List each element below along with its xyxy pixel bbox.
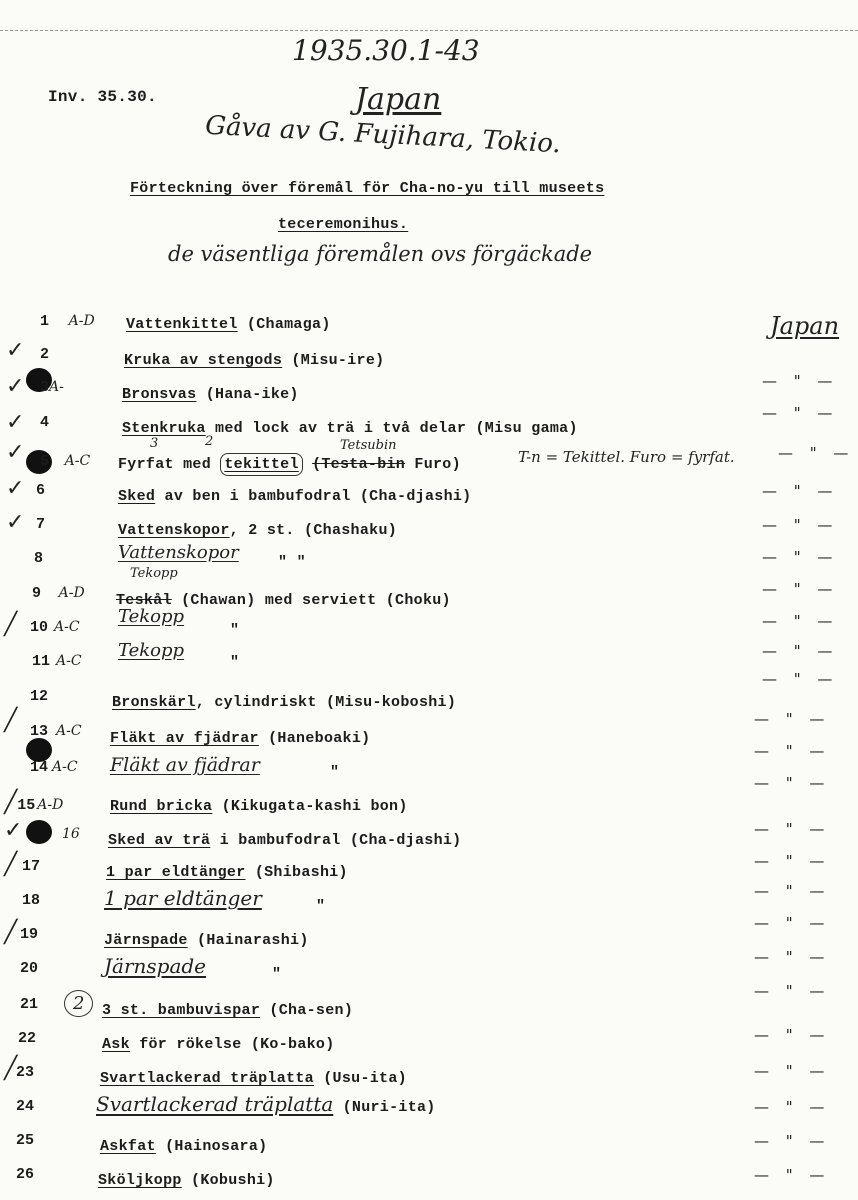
item-description-handwritten: Tekopp: [118, 640, 185, 661]
item-description: Bronsvas (Hana-ike): [122, 386, 299, 403]
checkmark-icon: ╱: [4, 1056, 18, 1081]
item-number: 25: [16, 1132, 35, 1149]
item-description: Askfat (Hainosara): [100, 1138, 268, 1155]
list-item: [40, 312, 95, 330]
item-number: 6: [36, 482, 46, 499]
item-number: 24: [16, 1098, 35, 1115]
checkmark-icon: ✓: [6, 338, 25, 363]
item-description-handwritten: Vattenskopor: [118, 542, 239, 563]
item-description: 1 par eldtänger (Shibashi): [106, 864, 348, 881]
ditto-mark: — " —: [754, 1166, 831, 1184]
checkmark-icon: ✓: [6, 510, 25, 535]
item-number: 26: [16, 1166, 35, 1183]
ditto-mark: — " —: [754, 774, 831, 792]
annotation-above: 2: [205, 434, 214, 449]
checkmark-icon: ✓: [6, 374, 25, 399]
checkmark-icon: ╱: [4, 790, 18, 815]
ditto-mark: — " —: [762, 372, 839, 390]
subtitle-note: de väsentliga föremålen ovs förgäckade: [168, 242, 593, 266]
list-item: 3A-: [40, 379, 64, 396]
ditto-mark: — " —: [762, 642, 839, 660]
item-description-handwritten: Fläkt av fjädrar: [110, 754, 260, 776]
item-description: Rund bricka (Kikugata-kashi bon): [110, 798, 408, 815]
item-number: 23: [16, 1064, 35, 1081]
item-number: 20: [20, 960, 39, 977]
item-number: 8: [34, 550, 44, 567]
item-number: 17: [22, 858, 41, 875]
ditto-mark: — " —: [754, 820, 831, 838]
item-description: Bronskärl, cylindriskt (Misu-koboshi): [112, 694, 457, 711]
inventory-label: Inv. 35.30.: [48, 88, 157, 106]
margin-region-note: Japan: [770, 312, 840, 340]
item-number: 12: [30, 688, 49, 705]
ditto-mark: — " —: [762, 670, 839, 688]
accession-number: 1935.30.1-43: [292, 34, 480, 67]
checkmark-icon: ╱: [4, 920, 18, 945]
item-description: Kruka av stengods (Misu-ire): [124, 352, 385, 369]
item-number: 4: [40, 414, 50, 431]
item-number: 18: [22, 892, 41, 909]
ditto-mark: — " —: [754, 882, 831, 900]
item-description: Teskål (Chawan) med serviett (Choku): [116, 592, 451, 609]
checkmark-icon: ╱: [4, 852, 18, 877]
item-number: 1: [40, 313, 50, 330]
ditto: " ": [278, 554, 306, 571]
list-item: 9 A-D: [32, 585, 85, 602]
item-description: Vattenkittel (Chamaga): [126, 316, 331, 333]
item-description: Svartlackerad träplatta (Nuri-ita): [96, 1092, 436, 1116]
list-item: 13 A-C: [30, 723, 82, 740]
ditto-mark: — " —: [762, 404, 839, 422]
item-number: 19: [20, 926, 39, 943]
item-number: 22: [18, 1030, 37, 1047]
list-item: 14 A-C: [30, 759, 78, 776]
ditto-mark: — " —: [754, 742, 831, 760]
item-description-handwritten: Järnspade: [104, 954, 207, 978]
item-description: Sked av trä i bambufodral (Cha-djashi): [108, 832, 462, 849]
ditto-mark: — " —: [754, 852, 831, 870]
annotation-above: 3: [150, 436, 159, 451]
ditto-mark: — " —: [754, 1098, 831, 1116]
ditto-mark: — " —: [762, 612, 839, 630]
item-description-handwritten: 1 par eldtänger: [104, 886, 262, 910]
item-number: 2: [40, 346, 50, 363]
annotation-above: Tetsubin: [340, 438, 397, 453]
ditto: ": [316, 898, 326, 915]
ditto-mark: — " —: [754, 1132, 831, 1150]
annotation-above: Tekopp: [130, 566, 178, 581]
item-description: Vattenskopor, 2 st. (Chashaku): [118, 522, 398, 539]
item-description: Sked av ben i bambufodral (Cha-djashi): [118, 488, 472, 505]
checkmark-icon: ╱: [4, 612, 18, 637]
ditto-mark: — " —: [754, 1062, 831, 1080]
ditto-mark: — " —: [754, 710, 831, 728]
list-title-line1: Förteckning över föremål för Cha-no-yu till museets: [130, 180, 605, 197]
item-description: Järnspade (Hainarashi): [104, 932, 309, 949]
list-item: 5 A-C: [40, 453, 91, 470]
item-description: Fläkt av fjädrar (Haneboaki): [110, 730, 371, 747]
ditto-mark: — " —: [762, 482, 839, 500]
ditto: ": [230, 654, 240, 671]
donor-note: Gåva av G. Fujihara, Tokio.: [204, 110, 562, 160]
list-item: 10 A-C: [30, 619, 80, 636]
ditto-mark: — " —: [754, 1026, 831, 1044]
item-description: Ask för rökelse (Ko-bako): [102, 1036, 335, 1053]
ditto: ": [272, 966, 282, 983]
item-number: 7: [36, 516, 46, 533]
ditto-mark: — " —: [762, 580, 839, 598]
item-description: Stenkruka med lock av trä i två delar (Misu gama): [122, 420, 578, 437]
checkmark-icon: ✓: [6, 410, 25, 435]
ditto-mark: — " —: [754, 982, 831, 1000]
item-description: Svartlackerad träplatta (Usu-ita): [100, 1070, 407, 1087]
circled-annotation: 2: [64, 990, 93, 1017]
item-description-handwritten: Tekopp: [118, 606, 185, 627]
item-number: 16: [62, 826, 80, 842]
item-description: 3 st. bambuvispar (Cha-sen): [102, 1002, 354, 1019]
ditto: ": [230, 622, 240, 639]
ditto-mark: — " —: [778, 444, 855, 462]
scan-edge: [0, 30, 858, 31]
checkmark-icon: ✓: [6, 476, 25, 501]
list-item: ╱15 A-D: [4, 790, 64, 815]
ditto-mark: — " —: [754, 948, 831, 966]
region-handwritten: Japan: [355, 82, 442, 117]
ditto-mark: — " —: [762, 516, 839, 534]
checkmark-icon: ╱: [4, 708, 18, 733]
item-number: 21: [20, 996, 39, 1013]
margin-note: T-n = Tekittel. Furo = fyrfat.: [518, 448, 735, 466]
ink-blot: [26, 820, 52, 844]
checkmark-icon: ✓: [4, 818, 23, 843]
ditto-mark: — " —: [762, 548, 839, 566]
item-suffix: A-D: [68, 313, 95, 329]
ditto-mark: — " —: [754, 914, 831, 932]
ditto: ": [330, 764, 340, 781]
checkmark-icon: ✓: [6, 440, 25, 465]
item-description: Fyrfat med tekittel (Testa-bin Furo): [118, 456, 461, 473]
list-item: 11 A-C: [32, 653, 82, 670]
list-title-line2: teceremonihus.: [278, 216, 409, 233]
item-description: Sköljkopp (Kobushi): [98, 1172, 275, 1189]
